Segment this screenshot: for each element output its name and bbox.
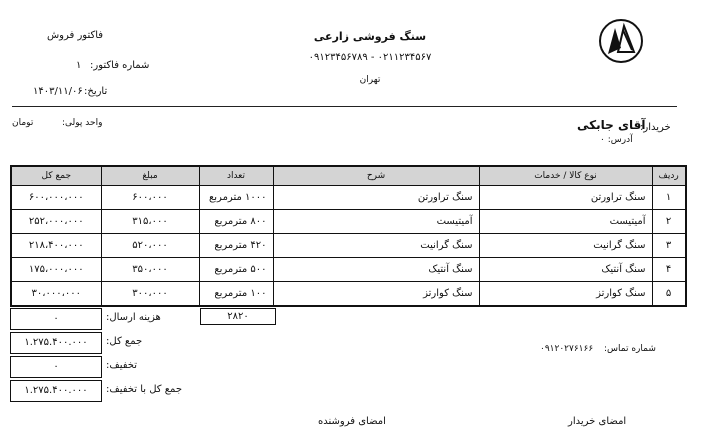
currency-value: تومان <box>12 118 34 128</box>
grand-total-label: جمع کل: <box>106 336 143 347</box>
shipping-value: ۰ <box>10 308 102 330</box>
items-table <box>10 165 687 307</box>
contact-label: شماره تماس: <box>604 344 656 354</box>
company-logo <box>598 18 644 64</box>
company-phones: ۰۹۱۲۳۴۵۶۷۸۹ - ۰۲۱۱۲۳۴۵۶۷ <box>308 52 432 63</box>
contact-number: ۰۹۱۲۰۲۷۶۱۶۶ <box>540 344 594 354</box>
col-total-header: جمع کل <box>11 166 101 186</box>
invoice-number-label: شماره فاکتور: <box>90 60 150 71</box>
cell-qty: ۸۰۰ مترمربع <box>199 210 273 234</box>
cell-desc: سنگ گرانیت <box>273 234 479 258</box>
cell-total: ۶۰۰،۰۰۰،۰۰۰ <box>11 186 101 210</box>
buyer-signature-label: امضای خریدار <box>568 416 627 427</box>
grand-total-value: ۱.۲۷۵.۴۰۰.۰۰۰ <box>10 332 102 354</box>
cell-desc: سنگ تراورتن <box>273 186 479 210</box>
cell-total: ۲۱۸،۴۰۰،۰۰۰ <box>11 234 101 258</box>
cell-price: ۵۲۰،۰۰۰ <box>101 234 199 258</box>
col-qty-header: تعداد <box>199 166 273 186</box>
cell-price: ۳۱۵،۰۰۰ <box>101 210 199 234</box>
cell-type: سنگ آنتیک <box>479 258 652 282</box>
cell-idx: ۴ <box>652 258 686 282</box>
discount-value: ۰ <box>10 356 102 378</box>
cell-total: ۲۵۲،۰۰۰،۰۰۰ <box>11 210 101 234</box>
table-header-row <box>11 166 686 186</box>
table-row <box>11 210 686 234</box>
col-price-header: مبلغ <box>101 166 199 186</box>
col-idx-header: ردیف <box>652 166 686 186</box>
invoice-date-label: تاریخ: <box>84 86 108 97</box>
cell-price: ۳۰۰،۰۰۰ <box>101 282 199 307</box>
cell-type: سنگ تراورتن <box>479 186 652 210</box>
invoice-title: فاکتور فروش <box>46 30 104 41</box>
company-name: سنگ فروشی زارعی <box>313 30 427 43</box>
invoice-number: ۱ <box>76 60 82 71</box>
header-divider <box>12 106 677 107</box>
buyer-address: آدرس: ۰ <box>600 135 633 145</box>
cell-idx: ۵ <box>652 282 686 307</box>
table-row <box>11 186 686 210</box>
total-quantity: ۲۸۲۰ <box>200 308 276 325</box>
shipping-label: هزینه ارسال: <box>106 312 161 323</box>
cell-desc: آمیتیست <box>273 210 479 234</box>
net-total-value: ۱.۲۷۵.۴۰۰.۰۰۰ <box>10 380 102 402</box>
col-desc-header: شرح <box>273 166 479 186</box>
net-total-label: جمع کل با تخفیف: <box>106 384 183 395</box>
cell-price: ۶۰۰،۰۰۰ <box>101 186 199 210</box>
cell-type: آمیتیست <box>479 210 652 234</box>
cell-idx: ۲ <box>652 210 686 234</box>
cell-desc: سنگ آنتیک <box>273 258 479 282</box>
cell-total: ۳۰،۰۰۰،۰۰۰ <box>11 282 101 307</box>
buyer-label: خریدار: <box>640 122 671 133</box>
cell-qty: ۱۰۰۰ مترمربع <box>199 186 273 210</box>
buyer-name: آقای جابکی <box>577 118 646 132</box>
cell-price: ۳۵۰،۰۰۰ <box>101 258 199 282</box>
cell-qty: ۱۰۰ مترمربع <box>199 282 273 307</box>
cell-idx: ۱ <box>652 186 686 210</box>
cell-type: سنگ کوارتز <box>479 282 652 307</box>
company-city: تهران <box>359 75 381 85</box>
cell-type: سنگ گرانیت <box>479 234 652 258</box>
cell-desc: سنگ کوارتز <box>273 282 479 307</box>
cell-qty: ۵۰۰ مترمربع <box>199 258 273 282</box>
table-row <box>11 258 686 282</box>
cell-idx: ۳ <box>652 234 686 258</box>
table-row <box>11 282 686 307</box>
cell-total: ۱۷۵،۰۰۰،۰۰۰ <box>11 258 101 282</box>
seller-signature-label: امضای فروشنده <box>318 416 386 427</box>
currency-label: واحد پولی: <box>62 118 103 128</box>
discount-label: تخفیف: <box>106 360 138 371</box>
cell-qty: ۴۲۰ مترمربع <box>199 234 273 258</box>
col-type-header: نوع کالا / خدمات <box>479 166 652 186</box>
table-row <box>11 234 686 258</box>
invoice-date: ۱۴۰۳/۱۱/۰۶ <box>33 86 83 97</box>
